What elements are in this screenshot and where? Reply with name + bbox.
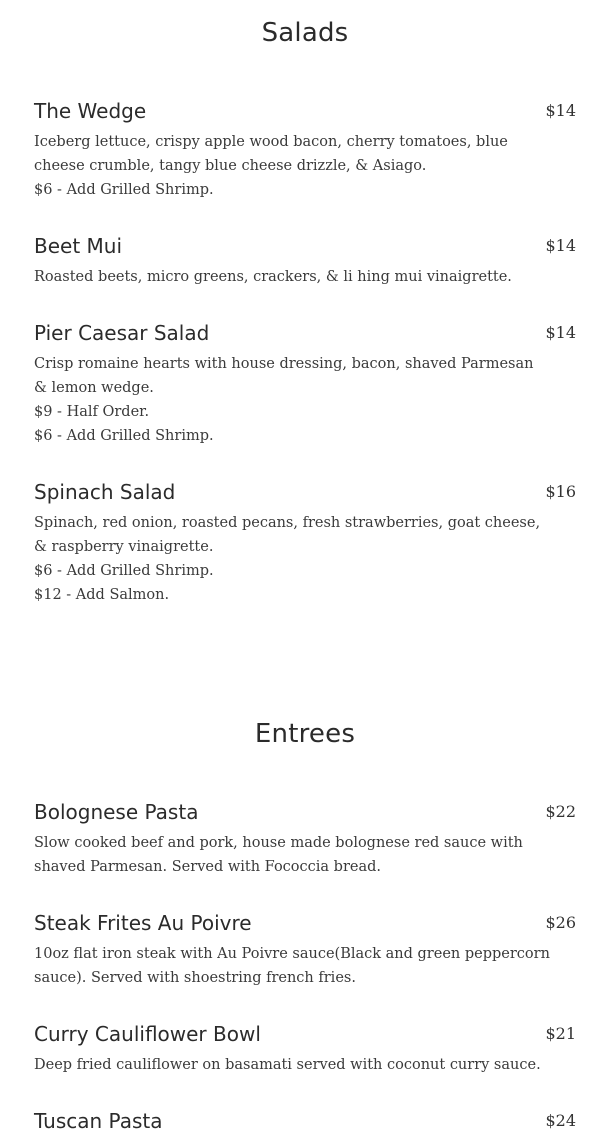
menu-item-beet-mui [34, 233, 576, 289]
item-description [34, 511, 541, 607]
item-price: $26 [545, 913, 576, 932]
item-name: The Wedge [34, 99, 147, 123]
item-description [34, 352, 534, 448]
description-line: Roasted beets, micro greens, crackers, & li hing mui vinaigrette. [34, 269, 512, 285]
description-line: Iceberg lettuce, crispy apple wood bacon, cherry tomatoes, blue [34, 134, 508, 150]
description-line: Deep fried cauliflower on basamati served with coconut curry sauce. [34, 1057, 541, 1073]
menu-item-spinach-salad [34, 479, 576, 607]
menu-item-tuscan-pasta [34, 1108, 576, 1134]
description-line: & raspberry vinaigrette. [34, 539, 214, 555]
section-title-salads: Salads [261, 18, 349, 48]
item-description [34, 265, 529, 289]
description-line: sauce). Served with shoestring french fries. [34, 970, 356, 986]
section-title-entrees: Entrees [254, 719, 356, 749]
item-price: $14 [545, 101, 576, 120]
item-name: Curry Cauliflower Bowl [34, 1022, 261, 1046]
description-line: & lemon wedge. [34, 380, 154, 396]
item-description [34, 831, 529, 879]
menu-item-bolognese-pasta [34, 799, 576, 879]
item-name: Pier Caesar Salad [34, 321, 210, 345]
item-price: $14 [545, 236, 576, 255]
add-on-line: $9 - Half Order. [34, 404, 150, 420]
menu-item-the-wedge [34, 98, 576, 202]
item-description [34, 942, 550, 990]
add-on-line: $6 - Add Grilled Shrimp. [34, 428, 214, 444]
item-name: Beet Mui [34, 234, 123, 258]
item-description [34, 1053, 541, 1077]
item-price: $22 [545, 802, 576, 821]
description-line: Crisp romaine hearts with house dressing, bacon, shaved Parmesan [34, 356, 534, 372]
add-on-line: $12 - Add Salmon. [34, 587, 170, 603]
item-name: Spinach Salad [34, 480, 176, 504]
item-name: Bolognese Pasta [34, 800, 199, 824]
description-line: 10oz flat iron steak with Au Poivre sauce(Black and green peppercorn [34, 946, 550, 962]
menu-item-curry-cauliflower-bowl [34, 1021, 576, 1077]
add-on-line: $6 - Add Grilled Shrimp. [34, 563, 214, 579]
menu-item-pier-caesar-salad [34, 320, 576, 448]
item-price: $24 [545, 1111, 576, 1130]
item-price: $14 [545, 323, 576, 342]
item-description [34, 130, 529, 202]
item-name: Tuscan Pasta [34, 1109, 163, 1133]
description-line: Slow cooked beef and pork, house made bolognese red sauce with [34, 835, 523, 851]
item-price: $16 [545, 482, 576, 501]
description-line: Spinach, red onion, roasted pecans, fresh strawberries, goat cheese, [34, 515, 541, 531]
menu-item-steak-frites-au-poivre [34, 910, 576, 990]
item-price: $21 [545, 1024, 576, 1043]
add-on-line: $6 - Add Grilled Shrimp. [34, 182, 214, 198]
item-name: Steak Frites Au Poivre [34, 911, 252, 935]
description-line: shaved Parmesan. Served with Fococcia bread. [34, 859, 381, 875]
description-line: cheese crumble, tangy blue cheese drizzle, & Asiago. [34, 158, 427, 174]
